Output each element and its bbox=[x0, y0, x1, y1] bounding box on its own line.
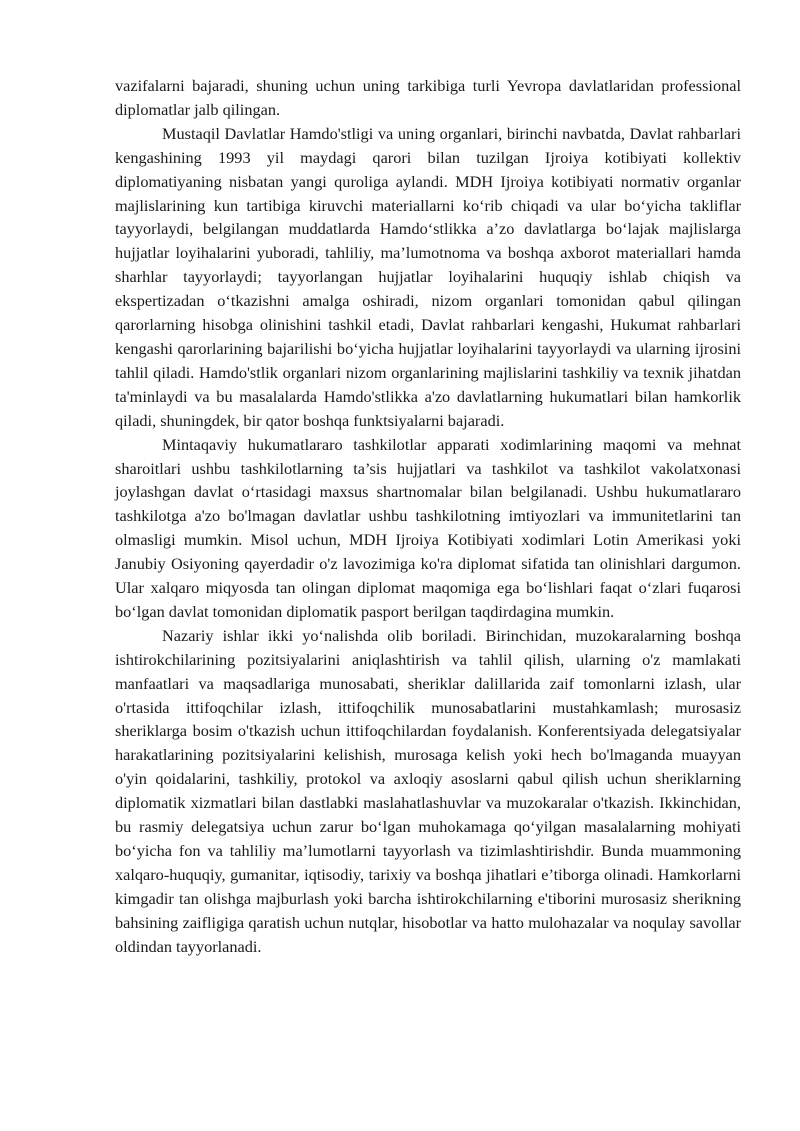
paragraph-continuation: vazifalarni bajaradi, shuning uchun uning tarkibiga turli Yevropa davlatlaridan professional diplomatlar jalb qilingan. bbox=[115, 76, 741, 119]
paragraph-staff-status: Mintaqaviy hukumatlararo tashkilotlar apparati xodimlarining maqomi va mehnat sharoitlari ushbu tashkilotlarning ta’sis hujjatlari va tashkilot va tashkilot vakolatxonasi joylashgan davlat o‘rtasidagi maxsus shartnomalar bilan belgilanadi. Ushbu hukumatlararo tashkilotga a'zo bo'lmagan davlatlar ushbu tashkilotning imtiyozlari va immunitetlarini tan olmasligi mumkin. Misol uchun, MDH Ijroiya Kotibiyati xodimlari Lotin Amerikasi yoki Janubiy Osiyoning qayerdadir o'z lavozimiga ko'ra diplomat sifatida tan olinishlari dargumon. Ular xalqaro miqyosda tan olingan diplomat maqomiga ega bo‘lishlari faqat o‘zlari fuqarosi bo‘lgan davlat tomonidan diplomatik pasport berilgan taqdirdagina mumkin. bbox=[115, 434, 741, 621]
document-body bbox=[115, 74, 741, 959]
paragraph-theoretical-work: Nazariy ishlar ikki yo‘nalishda olib boriladi. Birinchidan, muzokaralarning boshqa ishtirokchilarining pozitsiyalarini aniqlashtirish va tahlil qilish, ularning o'z mamlakati manfaatlari va maqsadlariga munosabati, sheriklar dalillarida zaif tomonlarni izlash, ular o'rtasida ittifoqchilar izlash, ittifoqchilik munosabatlarini mustahkamlash; murosasiz sheriklarga bosim o'tkazish uchun ittifoqchilardan foydalanish. Konferentsiyada delegatsiyalar harakatlarining pozitsiyalarini kelishish, murosaga kelish yoki hech bo'lmaganda muayyan o'yin qoidalarini, tashkiliy, protokol va axloqiy asoslarni qabul qilish uchun sheriklarning diplomatik xizmatlari bilan dastlabki maslahatlashuvlar va muzokaralar o'tkazish. Ikkinchidan, bu rasmiy delegatsiya uchun zarur bo‘lgan muhokamaga qo‘yilgan masalalarning mohiyati bo‘yicha fon va tahliliy ma’lumotlarni tayyorlash va tizimlashtirishdir. Bunda muammoning xalqaro-huquqiy, gumanitar, iqtisodiy, tarixiy va boshqa jihatlari e’tiborga olinadi. Hamkorlarni kimgadir tan olishga majburlash yoki barcha ishtirokchilarning e'tiborini murosasiz sherikning bahsining zaifligiga qaratish uchun nutqlar, hisobotlar va hatto mulohazalar va noqulay savollar oldindan tayyorlanadi. bbox=[115, 625, 741, 956]
paragraph-cis-executive-secretariat: Mustaqil Davlatlar Hamdo'stligi va uning organlari, birinchi navbatda, Davlat rahbarlari kengashining 1993 yil maydagi qarori bilan tuzilgan Ijroiya kotibiyati kollektiv diplomatiyaning nisbatan yangi quroliga aylandi. MDH Ijroiya kotibiyati normativ organlar majlislarining kun tartibiga kiruvchi materiallarni ko‘rib chiqadi va ular bo‘yicha takliflar tayyorlaydi, belgilangan muddatlarda Hamdo‘stlikka a’zo davlatlarga bo‘lajak majlislarga hujjatlar loyihalarini yuboradi, tahliliy, ma’lumotnoma va boshqa axborot materiallari hamda sharhlar tayyorlaydi; tayyorlangan hujjatlar loyihalarini huquqiy ishlab chiqish va ekspertizadan o‘tkazishni amalga oshiradi, nizom organlari tomonidan qabul qilingan qarorlarning hisobga olinishini tashkil etadi, Davlat rahbarlari kengashi, Hukumat rahbarlari kengashi qarorlarining bajarilishi bo‘yicha hujjatlar loyihalarini tayyorlaydi va ularning ijrosini tahlil qiladi. Hamdo'stlik organlari nizom organlarining majlislarini tashkiliy va texnik jihatdan ta'minlaydi va bu masalalarda Hamdo'stlikka a'zo davlatlarning hukumatlari bilan hamkorlik qiladi, shuningdek, bir qator boshqa funktsiyalarni bajaradi. bbox=[115, 123, 741, 430]
